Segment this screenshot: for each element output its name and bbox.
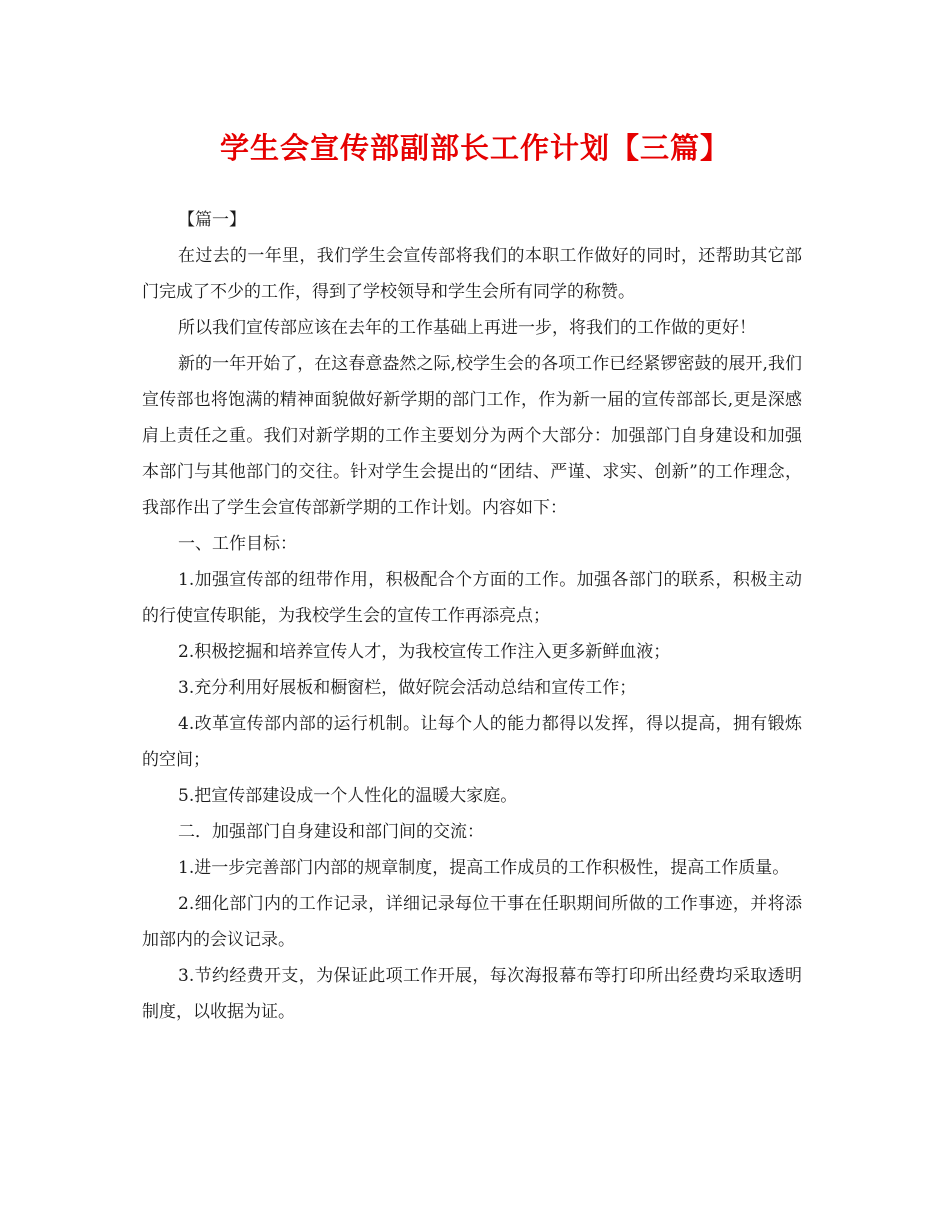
document-title: 学生会宣传部副部长工作计划【三篇】	[219, 131, 730, 165]
paragraph: 新的一年开始了，在这春意盎然之际,校学生会的各项工作已经紧锣密鼓的展开,我们宣传部也将饱满的精神面貌做好新学期的部门工作，作为新一届的宣传部部长,更是深感肩上责任之重。我们对新学期的工作主要划分为两个大部分：加强部门自身建设和加强本部门与其他部门的交往。针对学生会提出的“团结、严谨、求实、创新”的工作理念，我部作出了学生会宣传部新学期的工作计划。内容如下：	[142, 354, 802, 518]
list-item: 1.加强宣传部的纽带作用，积极配合个方面的工作。加强各部门的联系，积极主动的行使宣传职能，为我校学生会的宣传工作再添亮点；	[142, 570, 802, 626]
list-item: 2.积极挖掘和培养宣传人才，为我校宣传工作注入更多新鲜血液；	[178, 642, 671, 662]
list-item: 5.把宣传部建设成一个人性化的温暖大家庭。	[178, 786, 518, 806]
section-heading: 【篇一】	[178, 210, 246, 230]
list-item: 3.充分利用好展板和橱窗栏，做好院会活动总结和宣传工作；	[178, 678, 637, 698]
list-heading: 二．加强部门自身建设和部门间的交流：	[178, 822, 484, 842]
list-item: 3.节约经费开支，为保证此项工作开展，每次海报幕布等打印所出经费均采取透明制度，以收据为证。	[142, 966, 802, 1022]
list-item: 1.进一步完善部门内部的规章制度，提高工作成员的工作积极性，提高工作质量。	[178, 858, 790, 878]
paragraph: 所以我们宣传部应该在去年的工作基础上再进一步，将我们的工作做的更好！	[178, 318, 756, 338]
list-heading: 一、工作目标：	[178, 534, 297, 554]
document-body	[142, 202, 802, 1030]
list-item: 4.改革宣传部内部的运行机制。让每个人的能力都得以发挥，得以提高，拥有锻炼的空间；	[142, 714, 802, 770]
paragraph: 在过去的一年里，我们学生会宣传部将我们的本职工作做好的同时，还帮助其它部门完成了不少的工作，得到了学校领导和学生会所有同学的称赞。	[142, 246, 802, 302]
list-item: 2.细化部门内的工作记录，详细记录每位干事在任职期间所做的工作事迹，并将添加部内的会议记录。	[142, 894, 802, 950]
